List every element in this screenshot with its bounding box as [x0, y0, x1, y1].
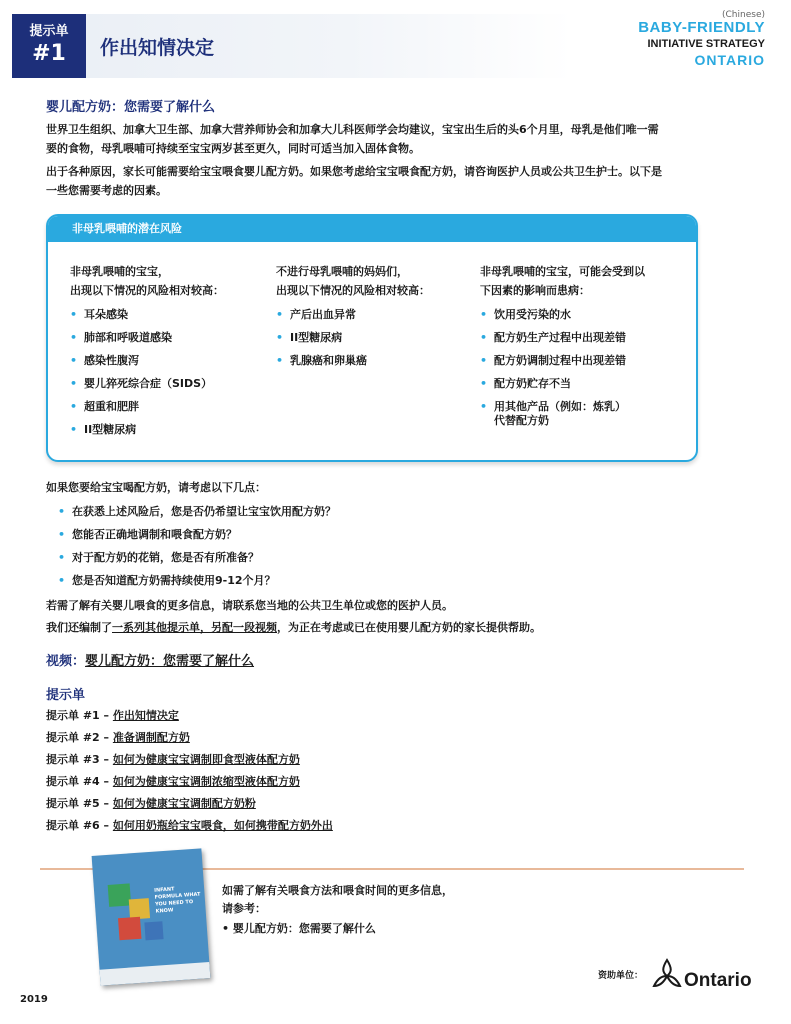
intro-heading: 婴儿配方奶：您需要了解什么 — [46, 100, 216, 115]
more-info-text: 若需了解有关婴儿喂食的更多信息，请联系您当地的公共卫生单位或您的医护人员。 — [46, 599, 453, 612]
risk-col1-list — [70, 308, 270, 437]
block-icon — [144, 921, 163, 940]
list-item-text: 超重和肥胖 — [84, 400, 139, 413]
list-item-text: 耳朵感染 — [84, 308, 128, 321]
list-item — [46, 708, 179, 724]
tip-link[interactable]: 如何为健康宝宝调制配方奶粉 — [112, 797, 256, 810]
list-item — [480, 354, 680, 368]
header-band — [12, 14, 572, 78]
list-item — [276, 354, 476, 368]
list-item-text: 肺部和呼吸道感染 — [84, 331, 172, 344]
tip-number: 提示单 #1 – — [46, 709, 113, 722]
reference-item[interactable]: • 婴儿配方奶：您需要了解什么 — [222, 922, 376, 935]
tip-number: 提示单 #2 – — [46, 731, 113, 744]
trillium-icon — [650, 956, 684, 992]
list-item — [480, 400, 680, 428]
reference-line2: 请参考： — [222, 902, 266, 915]
list-item — [46, 752, 300, 768]
list-item — [480, 308, 680, 322]
bullet-icon: • — [70, 354, 78, 367]
list-item — [46, 796, 256, 812]
list-item-text: 您能否正确地调制和喂食配方奶？ — [72, 528, 237, 541]
risk-col2-list — [276, 308, 476, 368]
bullet-icon: • — [70, 400, 78, 413]
list-item-text: 配方奶贮存不当 — [494, 377, 571, 390]
booklet-cover-text: INFANT FORMULA WHAT YOU NEED TO KNOW — [153, 886, 201, 915]
bullet-icon: • — [480, 331, 488, 344]
list-item — [46, 818, 333, 834]
risk-box-header: 非母乳喂哺的潜在风险 — [48, 216, 696, 242]
bfi-logo — [638, 10, 765, 68]
list-item-text: II型糖尿病 — [290, 331, 343, 344]
block-icon — [118, 917, 141, 940]
bullet-icon: • — [58, 505, 66, 518]
risk-col1-head2: 出现以下情况的风险相对较高： — [70, 284, 224, 297]
bfi-line1: BABY-FRIENDLY — [638, 19, 765, 36]
list-item-text: 婴儿猝死综合症（SIDS） — [84, 377, 213, 390]
resources-link[interactable]: 一系列其他提示单，另配一段视频 — [112, 621, 277, 634]
risk-col3-head1: 非母乳喂哺的宝宝，可能会受到以 — [480, 265, 645, 278]
list-item-text: 配方奶生产过程中出现差错 — [494, 331, 626, 344]
bullet-icon: • — [480, 354, 488, 367]
tip-link[interactable]: 准备调制配方奶 — [112, 731, 190, 744]
booklet-logo-strip — [100, 962, 211, 986]
list-item — [58, 504, 336, 520]
list-item — [70, 377, 270, 391]
list-item-text: 对于配方奶的花销，您是否有所准备？ — [72, 551, 259, 564]
resources-text — [46, 618, 541, 637]
list-item — [276, 331, 476, 345]
list-item-text: 饮用受污染的水 — [494, 308, 571, 321]
list-item-text: 在获悉上述风险后，您是否仍希望让宝宝饮用配方奶？ — [72, 505, 336, 518]
bfi-line2: INITIATIVE STRATEGY — [647, 38, 765, 50]
list-item — [58, 527, 237, 543]
ontario-wordmark: Ontario — [684, 970, 752, 991]
risk-col2-head2: 出现以下情况的风险相对较高： — [276, 284, 430, 297]
list-item-text: 产后出血异常 — [290, 308, 356, 321]
risk-col3-head2: 下因素的影响而患病： — [480, 284, 590, 297]
tip-number: 提示单 #3 – — [46, 753, 113, 766]
risk-column-illness — [480, 262, 680, 437]
bfi-language: (Chinese) — [722, 10, 765, 20]
list-item-text: 感染性腹泻 — [84, 354, 139, 367]
booklet-cover-image[interactable] — [92, 848, 211, 985]
video-line — [46, 650, 254, 669]
list-item — [480, 331, 680, 345]
tip-number: 提示单 #6 – — [46, 819, 113, 832]
list-item — [46, 774, 300, 790]
bullet-icon: • — [480, 377, 488, 390]
list-item-text: 配方奶调制过程中出现差错 — [494, 354, 626, 367]
risk-col1-head1: 非母乳喂哺的宝宝， — [70, 265, 169, 278]
tip-sheet-badge — [12, 14, 86, 78]
list-item-text: 用其他产品（例如：炼乳） — [494, 400, 626, 413]
block-icon — [108, 883, 131, 906]
tip-link[interactable]: 如何为健康宝宝调制浓缩型液体配方奶 — [112, 775, 300, 788]
bfi-line3: ONTARIO — [694, 52, 765, 68]
list-item — [70, 331, 270, 345]
list-item — [70, 423, 270, 437]
list-item — [70, 400, 270, 414]
list-item-text: II型糖尿病 — [84, 423, 137, 436]
resources-pre: 我们还编制了 — [46, 621, 112, 634]
badge-label: 提示单 — [29, 24, 69, 39]
list-item — [70, 308, 270, 322]
resources-post: ，为正在考虑或已在使用婴儿配方奶的家长提供帮助。 — [277, 621, 541, 634]
bullet-icon: • — [480, 400, 488, 413]
list-item — [58, 550, 259, 566]
intro-para2-line1: 出于各种原因，家长可能需要给宝宝喂食婴儿配方奶。如果您考虑给宝宝喂食配方奶，请咨询医护人员或公共卫生护士。以下是 — [46, 165, 662, 178]
intro-para1-line2: 要的食物，母乳喂哺可持续至宝宝两岁甚至更久，同时可适当加入固体食物。 — [46, 142, 420, 155]
bullet-icon: • — [70, 423, 78, 436]
bullet-icon: • — [276, 331, 284, 344]
risk-box — [46, 214, 698, 462]
bullet-icon: • — [70, 308, 78, 321]
bullet-icon: • — [70, 331, 78, 344]
year-label: 2019 — [20, 994, 48, 1005]
intro-para1-line1: 世界卫生组织、加拿大卫生部、加拿大营养师协会和加拿大儿科医师学会均建议，宝宝出生后的头6个月里，母乳是他们唯一需 — [46, 123, 659, 136]
list-item-text: 乳腺癌和卵巢癌 — [290, 354, 367, 367]
page-title: 作出知情决定 — [100, 37, 215, 59]
bullet-icon: • — [276, 354, 284, 367]
intro-para2-line2: 一些您需要考虑的因素。 — [46, 184, 167, 197]
risk-column-baby — [70, 262, 270, 446]
list-item — [480, 377, 680, 391]
video-label: 视频： — [46, 654, 86, 669]
bullet-icon: • — [480, 308, 488, 321]
risk-col3-list — [480, 308, 680, 428]
list-item — [276, 308, 476, 322]
list-item — [46, 730, 190, 746]
list-item-text: 您是否知道配方奶需持续使用9-12个月？ — [72, 574, 276, 587]
bullet-icon: • — [58, 574, 66, 587]
tips-heading: 提示单 — [46, 688, 86, 703]
reference-line1: 如需了解有关喂食方法和喂食时间的更多信息， — [222, 884, 453, 897]
tip-link[interactable]: 如何为健康宝宝调制即食型液体配方奶 — [112, 753, 300, 766]
list-item — [58, 573, 276, 589]
badge-number: #1 — [32, 41, 66, 66]
tip-link[interactable]: 作出知情决定 — [112, 709, 179, 722]
tip-link[interactable]: 如何用奶瓶给宝宝喂食，如何携带配方奶外出 — [112, 819, 333, 832]
tip-number: 提示单 #5 – — [46, 797, 113, 810]
risk-col2-head1: 不进行母乳喂哺的妈妈们， — [276, 265, 408, 278]
bullet-icon: • — [276, 308, 284, 321]
tip-number: 提示单 #4 – — [46, 775, 113, 788]
video-link[interactable]: 婴儿配方奶：您需要了解什么 — [85, 654, 255, 669]
sponsor-label: 资助单位： — [598, 971, 644, 981]
risk-column-mother — [276, 262, 476, 377]
list-item — [70, 354, 270, 368]
bullet-icon: • — [58, 528, 66, 541]
ontario-logo — [650, 956, 750, 992]
bullet-icon: • — [70, 377, 78, 390]
considerations-intro: 如果您要给宝宝喝配方奶，请考虑以下几点： — [46, 481, 266, 494]
bullet-icon: • — [58, 551, 66, 564]
list-item-text-cont: 代替配方奶 — [494, 414, 549, 427]
